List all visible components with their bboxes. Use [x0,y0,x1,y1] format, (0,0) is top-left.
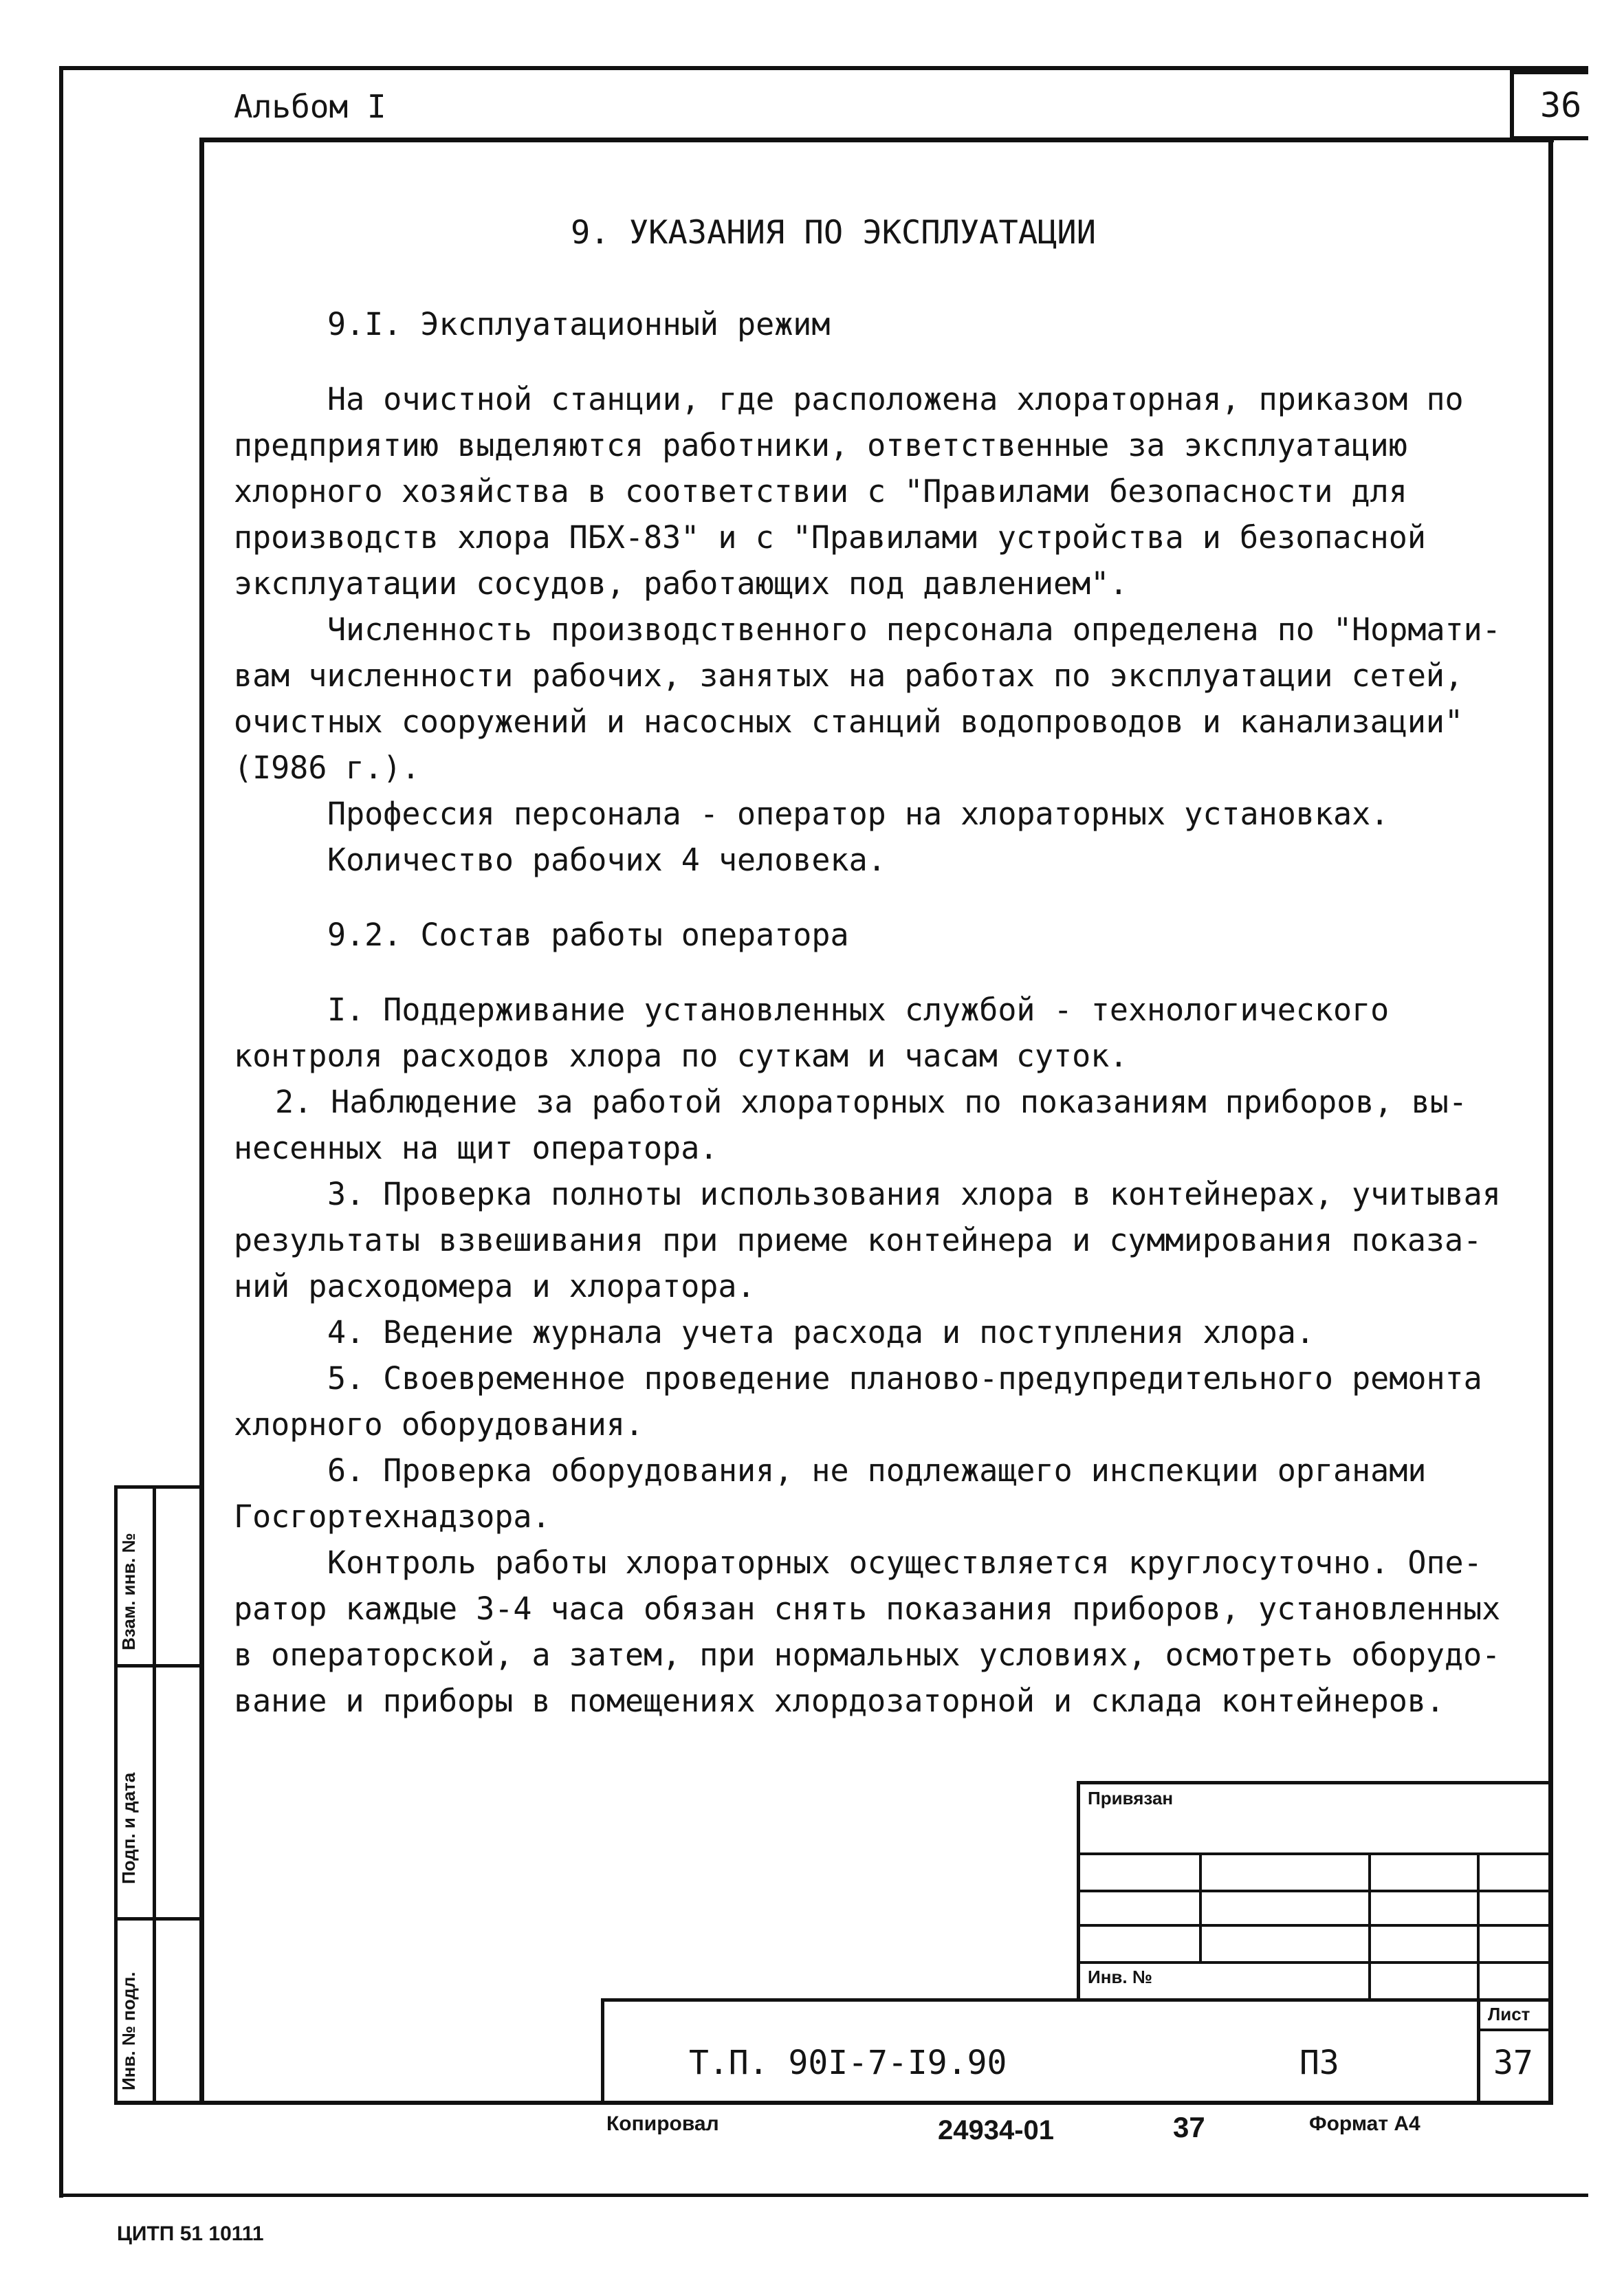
document-body [234,210,1540,1724]
stamp-row2 [1077,1890,1551,1892]
text-line: хлорного оборудования. [234,1406,644,1443]
text-line: Госгортехнадзора. [234,1498,551,1535]
footer-printer: ЦИТП 51 10111 [117,2222,264,2245]
title-block-sheet-col [1477,1998,1480,2104]
text-line: 5. Своевременное проведение планово-предупредительного ремонта [327,1360,1482,1397]
inner-frame-bottom [114,2101,1553,2105]
stamp-row1 [1077,1852,1551,1855]
title-block-top [601,1998,1551,2002]
text-line: в операторской, а затем, при нормальных условиях, осмотреть оборудо- [234,1637,1501,1673]
album-label: Альбом I [234,88,386,125]
text-line: очистных сооружений и насосных станций водопроводов и канализации" [234,703,1464,740]
text-line: результаты взвешивания при приеме контейнера и суммирования показа- [234,1222,1482,1258]
stamp-inv-no: Инв. № [1088,1967,1152,1987]
title-block-doc-type: ПЗ [1299,2044,1339,2082]
stamp-row3 [1077,1924,1551,1927]
side-strip-div2 [114,1917,204,1921]
text-line: хлорного хозяйства в соответствии с "Правилами безопасности для [234,473,1407,510]
text-line: 2. Наблюдение за работой хлораторных по показаниям приборов, вы- [275,1084,1467,1120]
stamp-col2 [1368,1852,1371,2001]
title-block-code: Т.П. 90I-7-I9.90 [689,2044,1007,2082]
title-block-left [601,1998,604,2104]
title-block-sheet-label: Лист [1488,2004,1530,2024]
text-line: предприятию выделяются работники, ответственные за эксплуатацию [234,427,1407,463]
text-line: производств хлора ПБХ-83" и с "Правилами устройства и безопасной [234,519,1426,556]
footer-handwritten: 37 [1173,2111,1205,2143]
inner-frame-right [1548,138,1553,2104]
text-line: ний расходомера и хлоратора. [234,1268,756,1304]
text-line: Количество рабочих 4 человека. [327,842,886,878]
outer-frame-bottom [59,2194,1588,2197]
document-title: 9. УКАЗАНИЯ ПО ЭКСПЛУАТАЦИИ [571,214,1097,252]
section-2-text [234,987,1540,1724]
text-line: вам численности рабочих, занятых на работах по эксплуатации сетей, [234,657,1464,694]
side-label-vzam: Взам. инв. № [118,1533,139,1650]
text-line: Контроль работы хлораторных осуществляется круглосуточно. Опе- [327,1544,1482,1581]
outer-frame-top [59,66,1588,70]
inner-frame-left [199,138,204,2104]
outer-frame-left [59,66,63,2198]
text-line: контроля расходов хлора по суткам и часам суток. [234,1038,1128,1074]
section-1-heading: 9.I. Эксплуатационный режим [327,306,831,342]
footer-format: Формат А4 [1309,2112,1420,2135]
side-label-podp: Подп. и дата [118,1772,139,1884]
side-strip-top [114,1485,204,1489]
title-block-sheet-row [1477,2029,1551,2031]
inner-frame-top [199,138,1554,142]
section-2-heading: 9.2. Состав работы оператора [327,917,849,953]
side-strip-left [114,1485,118,2104]
text-line: Профессия персонала - оператор на хлораторных установках. [327,796,1390,832]
text-line: Численность производственного персонала определена по "Нормати- [327,611,1501,648]
text-line: 4. Ведение журнала учета расхода и поступления хлора. [327,1314,1315,1351]
stamp-row4 [1077,1961,1551,1964]
text-line: 3. Проверка полноты использования хлора в контейнерах, учитывая [327,1176,1501,1212]
stamp-top [1077,1781,1551,1784]
page-number: 36 [1540,85,1582,125]
stamp-privyazan: Привязан [1088,1788,1174,1808]
side-label-inv-podl: Инв. № подл. [118,1971,139,2090]
text-line: ратор каждые 3-4 часа обязан снять показания приборов, установленных [234,1590,1501,1627]
title-block-sheet-number: 37 [1493,2044,1533,2082]
footer-copied: Копировал [606,2112,719,2135]
text-line: вание и приборы в помещениях хлордозаторной и склада контейнеров. [234,1683,1445,1719]
stamp-col1 [1199,1852,1202,1961]
spacer [234,883,1540,912]
text-line: (I986 г.). [234,750,420,786]
side-strip-div1 [114,1664,204,1668]
side-strip-middle [153,1485,156,2104]
text-line: эксплуатации сосудов, работающих под давлением". [234,565,1128,602]
stamp-col3 [1477,1852,1480,2001]
text-line: 6. Проверка оборудования, не подлежащего инспекции органами [327,1452,1427,1489]
text-line: На очистной станции, где расположена хлораторная, приказом по [327,381,1464,417]
spacer [234,347,1540,376]
text-line: I. Поддерживание установленных службой - технологического [327,992,1390,1028]
text-line: несенных на щит оператора. [234,1130,718,1166]
section-1-text [234,376,1540,883]
spacer [234,958,1540,987]
footer-number: 24934-01 [938,2115,1055,2145]
